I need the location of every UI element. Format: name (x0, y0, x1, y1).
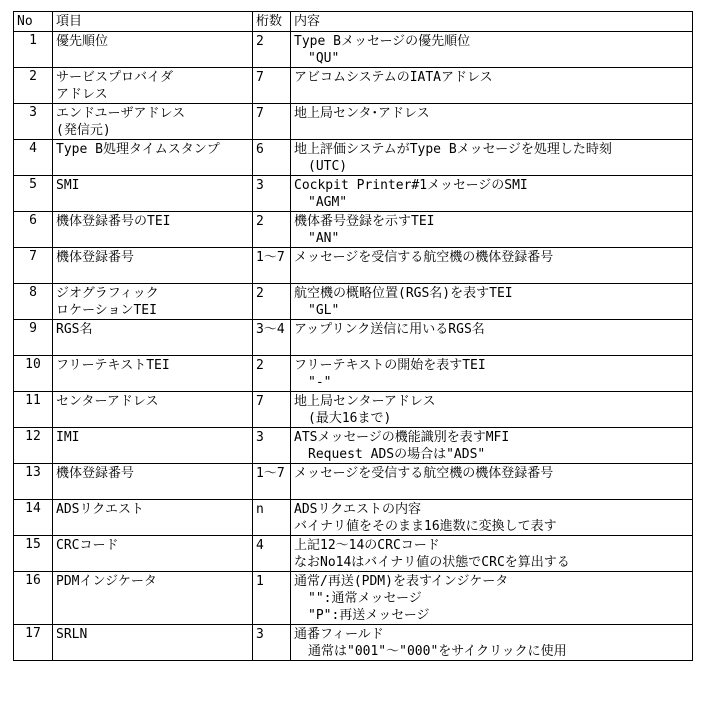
cell-item (53, 320, 253, 356)
content-line: フリーテキストの開始を表すTEI (294, 358, 486, 373)
content-line: (UTC) (308, 159, 348, 174)
cell-no: 3 (14, 104, 53, 140)
cell-digits: 6 (253, 140, 291, 176)
cell-digits: 1 (253, 572, 291, 625)
cell-item (53, 500, 253, 536)
cell-digits: 2 (253, 284, 291, 320)
cell-content (291, 140, 693, 176)
document-page (13, 11, 695, 661)
cell-item (53, 176, 253, 212)
cell-digits: 2 (253, 212, 291, 248)
content-line: 航空機の概略位置(RGS名)を表すTEI (294, 286, 513, 301)
cell-item (53, 392, 253, 428)
cell-item (53, 140, 253, 176)
content-line: Cockpit Printer#1メッセージのSMI (294, 178, 528, 193)
cell-no: 7 (14, 248, 53, 284)
cell-no: 13 (14, 464, 53, 500)
header-digits: 桁数 (253, 12, 291, 32)
header-item: 項目 (53, 12, 253, 32)
cell-content (291, 284, 693, 320)
cell-item (53, 356, 253, 392)
table-row (14, 212, 693, 248)
cell-item (53, 212, 253, 248)
cell-digits: 3 (253, 428, 291, 464)
cell-content (291, 176, 693, 212)
cell-item (53, 248, 253, 284)
content-line: 地上評価システムがType Bメッセージを処理した時刻 (294, 142, 612, 157)
header-row (14, 12, 693, 32)
table-row (14, 284, 693, 320)
cell-digits: 2 (253, 356, 291, 392)
item-line: フリーテキストTEI (56, 358, 170, 373)
cell-item (53, 625, 253, 661)
table-row (14, 320, 693, 356)
cell-content (291, 464, 693, 500)
content-line: アップリンク送信に用いるRGS名 (294, 322, 485, 337)
content-line: 地上局センターアドレス (294, 394, 436, 409)
cell-item (53, 68, 253, 104)
content-line: Request ADSの場合は"ADS" (308, 447, 486, 462)
cell-content (291, 392, 693, 428)
cell-digits: n (253, 500, 291, 536)
item-line: エンドユーザアドレス (56, 106, 186, 121)
content-line: 通番フィールド (294, 627, 384, 642)
cell-no: 17 (14, 625, 53, 661)
content-line: 通常は"001"～"000"をサイクリックに使用 (308, 644, 567, 659)
item-line: 機体登録番号 (56, 466, 135, 481)
cell-no: 4 (14, 140, 53, 176)
cell-digits: 7 (253, 68, 291, 104)
cell-no: 1 (14, 32, 53, 68)
cell-digits: 4 (253, 536, 291, 572)
table-row (14, 572, 693, 625)
cell-digits: 1～7 (253, 248, 291, 284)
content-line: なおNo14はバイナリ値の状態でCRCを算出する (294, 555, 570, 570)
item-line: SRLN (56, 627, 88, 642)
content-line: "AN" (308, 231, 340, 246)
cell-no: 14 (14, 500, 53, 536)
cell-digits: 3 (253, 625, 291, 661)
cell-item (53, 284, 253, 320)
table-row (14, 428, 693, 464)
cell-digits: 2 (253, 32, 291, 68)
cell-content (291, 625, 693, 661)
table-row (14, 500, 693, 536)
item-line: IMI (56, 430, 80, 445)
item-line: 優先順位 (56, 34, 109, 49)
content-line: 機体番号登録を示すTEI (294, 214, 435, 229)
table-row (14, 140, 693, 176)
content-line: (最大16まで) (308, 411, 392, 426)
cell-digits: 7 (253, 104, 291, 140)
item-line: サービスプロバイダ (56, 70, 174, 85)
header-no: No (14, 12, 53, 32)
spec-table (13, 11, 693, 661)
item-line: 機体登録番号のTEI (56, 214, 171, 229)
cell-digits: 3 (253, 176, 291, 212)
item-line: CRCコード (56, 538, 119, 553)
cell-digits: 1～7 (253, 464, 291, 500)
cell-no: 12 (14, 428, 53, 464)
cell-item (53, 428, 253, 464)
cell-content (291, 212, 693, 248)
table-row (14, 536, 693, 572)
cell-content (291, 428, 693, 464)
header-content: 内容 (291, 12, 693, 32)
cell-content (291, 104, 693, 140)
cell-no: 15 (14, 536, 53, 572)
item-line: RGS名 (56, 322, 93, 337)
cell-no: 9 (14, 320, 53, 356)
cell-no: 6 (14, 212, 53, 248)
content-line: 地上局センタ･アドレス (294, 106, 430, 121)
content-line: "":通常メッセージ (308, 591, 422, 606)
content-line: "-" (308, 375, 332, 390)
cell-content (291, 356, 693, 392)
cell-no: 8 (14, 284, 53, 320)
cell-item (53, 464, 253, 500)
item-line: 機体登録番号 (56, 250, 135, 265)
cell-content (291, 68, 693, 104)
table-row (14, 176, 693, 212)
cell-content (291, 248, 693, 284)
content-line: Type Bメッセージの優先順位 (294, 34, 471, 49)
cell-digits: 3～4 (253, 320, 291, 356)
item-line: (発信元) (56, 123, 111, 138)
content-line: "GL" (308, 303, 340, 318)
table-body (14, 32, 693, 661)
content-line: バイナリ値をそのまま16進数に変換して表す (294, 519, 557, 534)
table-row (14, 248, 693, 284)
cell-digits: 7 (253, 392, 291, 428)
table-row (14, 356, 693, 392)
table-row (14, 464, 693, 500)
cell-content (291, 536, 693, 572)
cell-no: 11 (14, 392, 53, 428)
cell-content (291, 32, 693, 68)
content-line: アビコムシステムのIATAアドレス (294, 70, 493, 85)
content-line: ATSメッセージの機能識別を表すMFI (294, 430, 510, 445)
table-row (14, 104, 693, 140)
item-line: PDMインジケータ (56, 574, 157, 589)
table-row (14, 625, 693, 661)
cell-item (53, 572, 253, 625)
item-line: ジオグラフィック (56, 286, 159, 301)
cell-content (291, 500, 693, 536)
cell-no: 16 (14, 572, 53, 625)
content-line: "QU" (308, 51, 340, 66)
cell-item (53, 32, 253, 68)
item-line: アドレス (56, 87, 108, 102)
content-line: 通常/再送(PDM)を表すインジケータ (294, 574, 509, 589)
table-row (14, 32, 693, 68)
content-line: メッセージを受信する航空機の機体登録番号 (294, 466, 554, 481)
item-line: ADSリクエスト (56, 502, 144, 517)
cell-content (291, 572, 693, 625)
item-line: センターアドレス (56, 394, 159, 409)
cell-content (291, 320, 693, 356)
content-line: ADSリクエストの内容 (294, 502, 421, 517)
table-row (14, 392, 693, 428)
content-line: 上記12～14のCRCコード (294, 538, 440, 553)
content-line: "AGM" (308, 195, 348, 210)
content-line: メッセージを受信する航空機の機体登録番号 (294, 250, 554, 265)
cell-no: 2 (14, 68, 53, 104)
content-line: "P":再送メッセージ (308, 608, 430, 623)
cell-no: 10 (14, 356, 53, 392)
cell-no: 5 (14, 176, 53, 212)
cell-item (53, 104, 253, 140)
item-line: Type B処理タイムスタンプ (56, 142, 220, 157)
cell-item (53, 536, 253, 572)
table-row (14, 68, 693, 104)
item-line: SMI (56, 178, 80, 193)
item-line: ロケーションTEI (56, 303, 157, 318)
